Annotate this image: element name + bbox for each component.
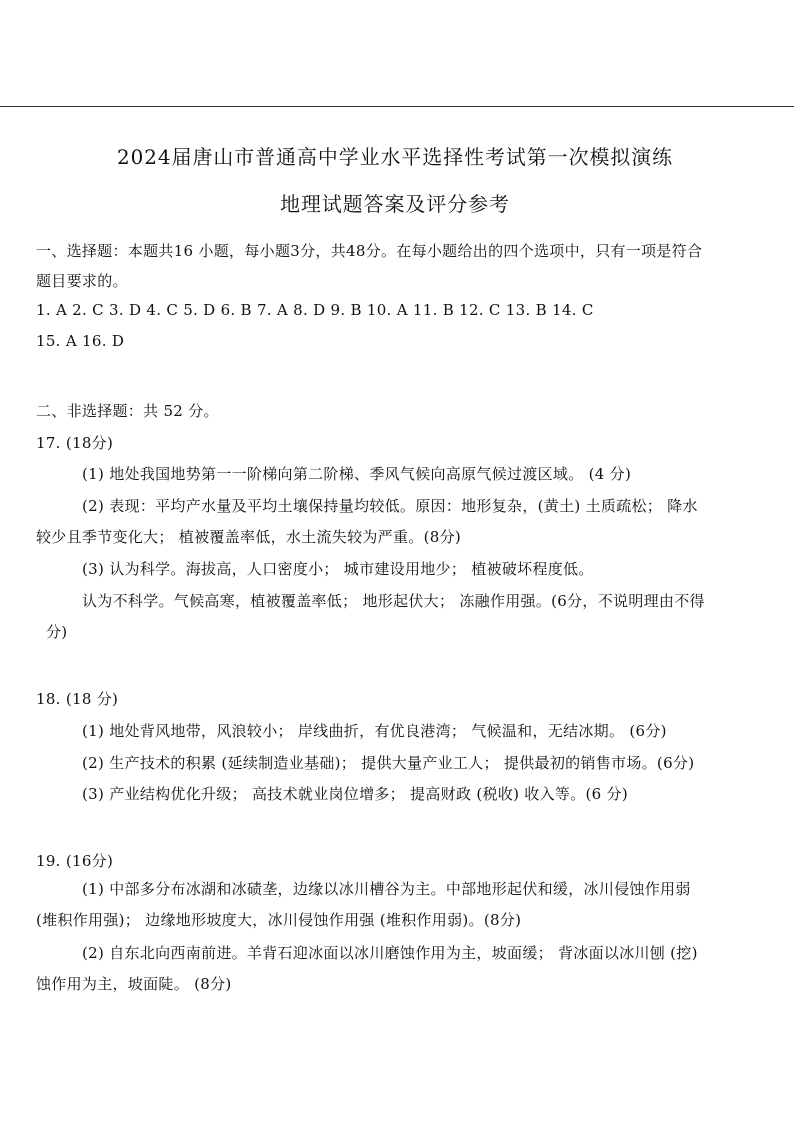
section1-header-line1: 一、选择题：本题共16 小题，每小题3分，共48分。在每小题给出的四个选项中，只有一项是符合 — [36, 242, 703, 260]
page-title: 2024届唐山市普通高中学业水平选择性考试第一次模拟演练 — [116, 145, 674, 169]
q19-answer-1-line1: (1) 中部多分布冰湖和冰碛垄，边缘以冰川槽谷为主。中部地形起伏和缓，冰川侵蚀作用弱 — [82, 880, 691, 898]
q19-answer-2-line1: (2) 自东北向西南前进。羊背石迎冰面以冰川磨蚀作用为主，坡面缓； 背冰面以冰川刨 (挖) — [82, 944, 698, 962]
q17-answer-1: (1) 地处我国地势第一一阶梯向第二阶梯、季风气候向高原气候过渡区域。 (4 分) — [82, 465, 632, 483]
q19-answer-2-line2: 蚀作用为主，坡面陡。 (8分) — [36, 975, 232, 993]
q17-answer-3-line1: (3) 认为科学。海拔高，人口密度小； 城市建设用地少； 植被破坏程度低。 — [82, 560, 594, 578]
q18-answer-3: (3) 产业结构优化升级； 高技术就业岗位增多； 提高财政 (税收) 收入等。(6 分) — [82, 785, 629, 803]
q17-answer-3-line2: 认为不科学。气候高寒，植被覆盖率低； 地形起伏大； 冻融作用强。(6分，不说明理由不得 — [82, 592, 705, 610]
q18-answer-2: (2) 生产技术的积累 (延续制造业基础)； 提供大量产业工人； 提供最初的销售市场。(6分) — [82, 754, 695, 772]
section1-header-line2: 题目要求的。 — [36, 272, 128, 290]
q17-answer-2-line1: (2) 表现：平均产水量及平均土壤保持量均较低。原因：地形复杂，(黄土) 土质疏松； 降水 — [82, 497, 698, 515]
q17-answer-2-line2: 较少且季节变化大； 植被覆盖率低，水土流失较为严重。(8分) — [36, 528, 462, 546]
q19-answer-1-line2: (堆积作用强)； 边缘地形坡度大，冰川侵蚀作用强 (堆积作用弱)。(8分) — [36, 911, 522, 929]
q17-answer-3-line3: 分) — [46, 623, 68, 641]
q17-heading: 17. (18分) — [36, 434, 114, 452]
q19-heading: 19. (16分) — [36, 852, 114, 870]
section2-header: 二、非选择题：共 52 分。 — [36, 402, 219, 420]
top-rule — [0, 106, 794, 107]
q18-heading: 18. (18 分) — [36, 690, 119, 708]
page-subtitle: 地理试题答案及评分参考 — [280, 192, 510, 216]
q18-answer-1: (1) 地处背风地带，风浪较小； 岸线曲折，有优良港湾； 气候温和，无结冰期。 (6分) — [82, 722, 667, 740]
choice-answers-line2: 15. A 16. D — [36, 332, 125, 350]
choice-answers-line1: 1. A 2. C 3. D 4. C 5. D 6. B 7. A 8. D 9. B 10. A 11. B 12. C 13. B 14. C — [36, 301, 594, 319]
